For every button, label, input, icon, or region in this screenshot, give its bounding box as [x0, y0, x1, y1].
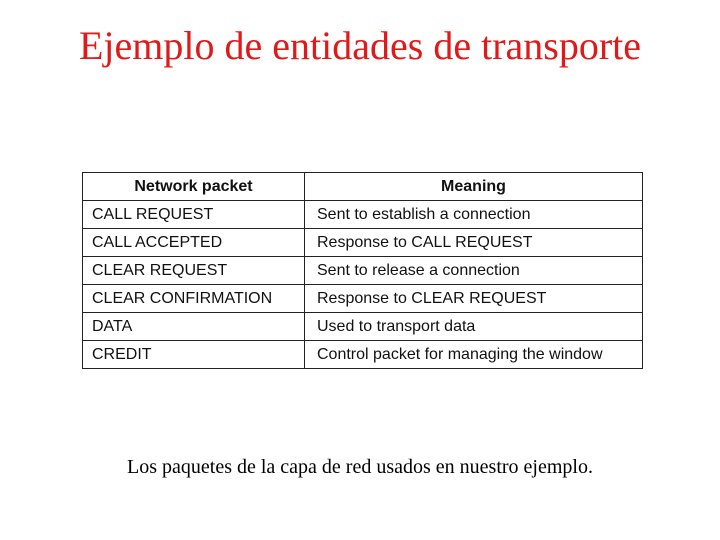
- packet-name-cell: CALL ACCEPTED: [83, 229, 305, 257]
- packet-name-cell: CREDIT: [83, 341, 305, 369]
- packet-meaning-cell: Response to CLEAR REQUEST: [305, 285, 643, 313]
- table-row: [83, 257, 643, 285]
- table-row: [83, 229, 643, 257]
- table-row: [83, 341, 643, 369]
- column-header-meaning: Meaning: [305, 173, 643, 201]
- table-header-row: [83, 173, 643, 201]
- column-header-network-packet: Network packet: [83, 173, 305, 201]
- packet-name-cell: DATA: [83, 313, 305, 341]
- slide-title: Ejemplo de entidades de transporte: [78, 23, 642, 68]
- packet-meaning-cell: Control packet for managing the window: [305, 341, 643, 369]
- packet-name-cell: CALL REQUEST: [83, 201, 305, 229]
- table-row: [83, 201, 643, 229]
- slide-caption: Los paquetes de la capa de red usados en nuestro ejemplo.: [127, 456, 593, 478]
- network-packet-table: [82, 172, 643, 369]
- packet-table-container: [82, 172, 642, 365]
- packet-meaning-cell: Response to CALL REQUEST: [305, 229, 643, 257]
- packet-meaning-cell: Used to transport data: [305, 313, 643, 341]
- packet-name-cell: CLEAR REQUEST: [83, 257, 305, 285]
- table-row: [83, 313, 643, 341]
- packet-name-cell: CLEAR CONFIRMATION: [83, 285, 305, 313]
- table-row: [83, 285, 643, 313]
- packet-meaning-cell: Sent to establish a connection: [305, 201, 643, 229]
- packet-meaning-cell: Sent to release a connection: [305, 257, 643, 285]
